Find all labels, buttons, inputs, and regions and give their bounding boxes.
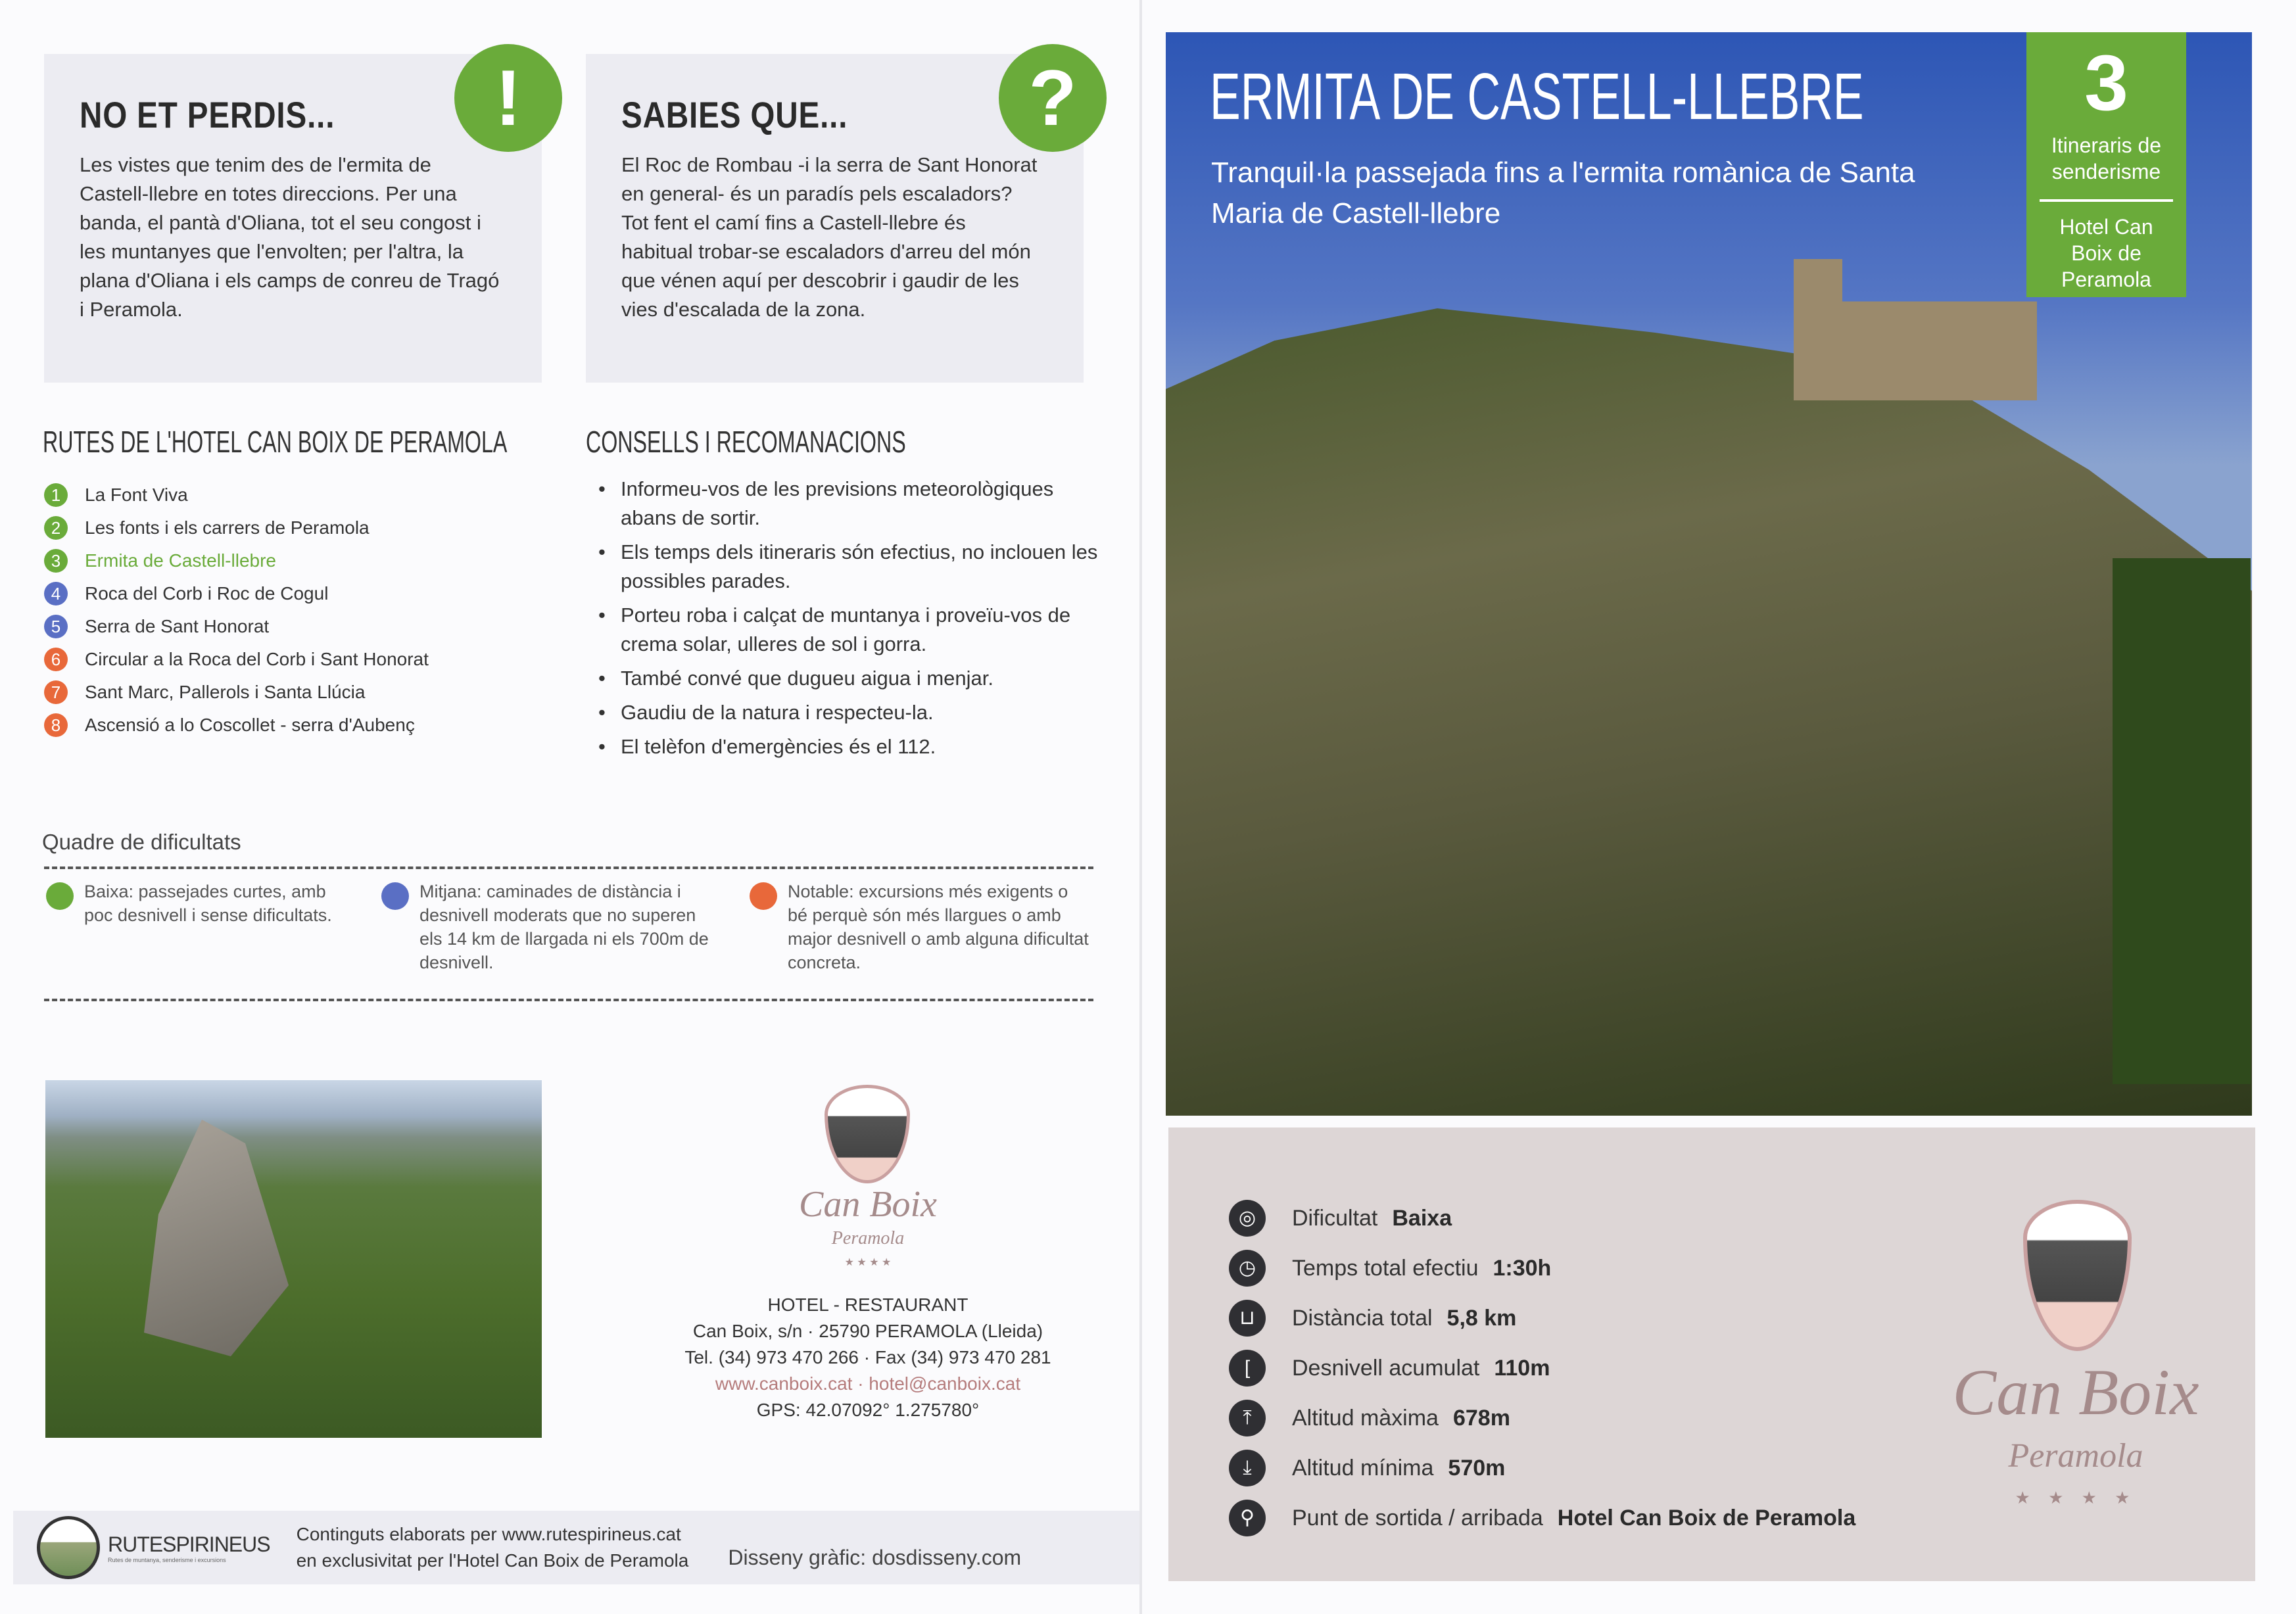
route-number: 4 [44,582,68,605]
exclamation-icon: ! [454,44,562,152]
page-fold [1139,0,1142,1614]
difficulty-dot-icon [750,882,777,910]
no-et-perdis-title: NO ET PERDIS... [80,94,335,135]
hotel-contact [605,1292,1131,1423]
difficulty-dot-icon [381,882,409,910]
info-row [1229,1193,1855,1243]
consells-title: CONSELLS I RECOMANACIONS [586,425,906,459]
route-item[interactable] [44,479,429,511]
divider [44,866,1093,869]
route-label: Ermita de Castell-llebre [85,550,276,571]
difficulty-text: Baixa: passejades curtes, amb poc desnivell i sense dificultats. [84,882,332,925]
route-item[interactable] [44,643,429,676]
info-label: Punt de sortida / arribada [1292,1505,1543,1531]
info-row [1229,1243,1855,1293]
question-icon: ? [999,44,1107,152]
route-number: 3 [44,549,68,573]
design-credit: Disseny gràfic: dosdisseny.com [728,1545,1022,1569]
hotel-logo-large-sub: Peramola [2008,1437,2143,1475]
route-item[interactable] [44,511,429,544]
consell-item: • Els temps dels itineraris són efectius, no inclouen les possibles parades. [598,538,1098,596]
hotel-logo-sub: Peramola [831,1228,905,1248]
info-value: Hotel Can Boix de Peramola [1557,1505,1856,1531]
credit-line-1: Continguts elaborats per www.rutespirineus.cat [296,1524,681,1544]
info-value: 678m [1452,1405,1510,1431]
route-label: Circular a la Roca del Corb i Sant Honorat [85,649,429,669]
itinerary-hotel: Hotel Can Boix de Peramola [2059,215,2153,291]
credits [297,1521,689,1574]
difficulty-dot-icon [46,882,74,910]
route-number: 6 [44,648,68,671]
route-item[interactable] [44,610,429,643]
elevation-icon: [ [1229,1350,1266,1387]
consells-list [598,475,1098,767]
difficulty-legend [46,880,1098,974]
rutespirineus-brand [108,1532,270,1563]
route-number: 7 [44,680,68,704]
itinerary-series: Itineraris de senderisme [2040,132,2173,202]
max-altitude-icon: ⤒ [1229,1400,1266,1436]
info-row [1229,1493,1855,1543]
info-value: 570m [1448,1455,1506,1481]
routes-list [44,479,429,742]
consell-item: • El telèfon d'emergències és el 112. [598,732,1098,761]
credit-line-2: en exclusivitat per l'Hotel Can Boix de Peramola [296,1550,689,1571]
rutespirineus-logo-icon [37,1516,100,1579]
info-label: Altitud màxima [1292,1405,1439,1431]
hotel-phone: Tel. (34) 973 470 266 · Fax (34) 973 470 281 [684,1347,1051,1367]
route-info-list [1229,1193,1855,1543]
hotel-gps: GPS: 42.07092° 1.275780° [756,1400,980,1420]
cover-subtitle: Tranquil·la passejada fins a l'ermita romànica de Santa Maria de Castell-llebre [1211,156,1915,229]
route-item[interactable] [44,709,429,742]
hotel-logo-large-name: Can Boix [1952,1356,2199,1429]
hotel-logo-icon [825,1085,910,1183]
itinerary-badge [2026,32,2186,297]
info-value: Baixa [1392,1205,1452,1231]
route-item[interactable] [44,544,429,577]
location-pin-icon: ⚲ [1229,1500,1266,1536]
route-label: La Font Viva [85,485,188,505]
footer [13,1511,1139,1584]
info-label: Dificultat [1292,1205,1378,1231]
route-label: Ascensió a lo Coscollet - serra d'Aubenç [85,715,415,735]
clock-icon: ◷ [1229,1250,1266,1287]
info-value: 110m [1494,1355,1550,1381]
hotel-large-stars: ★ ★ ★ ★ [2015,1488,2137,1507]
route-label: Sant Marc, Pallerols i Santa Llúcia [85,682,366,702]
difficulty-text: Notable: excursions més exigents o bé perquè són més llargues o amb major desnivell o amb alguna dificultat concreta. [788,882,1089,972]
route-label: Les fonts i els carrers de Peramola [85,517,370,538]
route-item[interactable] [44,676,429,709]
no-et-perdis-text: Les vistes que tenim des de l'ermita de Castell-llebre en totes direccions. Per una banda, el pantà d'Oliana, tot el seu congost i les muntanyes que l'envolten; per l'altra, la plana d'Oliana i els camps de conreu de Tragó i Peramola. [80,153,500,321]
target-icon: ◎ [1229,1200,1266,1237]
info-row [1229,1293,1855,1343]
hotel-address: Can Boix, s/n · 25790 PERAMOLA (Lleida) [692,1321,1043,1341]
divider [44,999,1093,1001]
info-label: Distància total [1292,1305,1433,1331]
sabies-que-text: El Roc de Rombau -i la serra de Sant Honorat en general- és un paradís pels escaladors? Tot fent el camí fins a Castell-llebre és habitual trobar-se escaladors d'arreu del món que vénen aquí per descobrir i gaudir de les vies d'escalada de la zona. [621,153,1038,321]
route-label: Roca del Corb i Roc de Cogul [85,583,329,604]
hotel-logo-name: Can Boix [799,1184,937,1225]
cover-title: ERMITA DE CASTELL-LLEBRE [1210,60,1864,133]
consell-item: • Gaudiu de la natura i respecteu-la. [598,698,1098,727]
route-number: 8 [44,713,68,737]
brand-name: RUTESPIRINEUS [108,1532,270,1556]
mountain-photo [45,1080,542,1438]
difficulty-item [381,880,723,974]
info-label: Temps total efectiu [1292,1255,1479,1281]
route-number: 1 [44,483,68,507]
sabies-que-title: SABIES QUE... [621,94,848,135]
difficulty-item [46,880,355,974]
difficulty-text: Mitjana: caminades de distància i desnivell moderats que no superen els 14 km de llargada ni els 700m de desnivell. [419,882,709,972]
difficulty-title: Quadre de dificultats [42,830,241,854]
hotel-type: HOTEL - RESTAURANT [767,1294,969,1315]
hotel-web-link[interactable]: www.canboix.cat · hotel@canboix.cat [715,1373,1021,1394]
hotel-stars: ★ ★ ★ ★ [844,1257,892,1268]
itinerary-number: 3 [2084,39,2128,127]
min-altitude-icon: ⤓ [1229,1450,1266,1486]
hotel-logo-large-icon [2023,1200,2132,1351]
info-panel [1168,1127,2255,1581]
info-label: Desnivell acumulat [1292,1355,1480,1381]
brand-sub: Rutes de muntanya, senderisme i excursions [108,1556,226,1563]
consell-item: • També convé que dugueu aigua i menjar. [598,664,1098,693]
route-label: Serra de Sant Honorat [85,616,270,636]
consell-item: • Porteu roba i calçat de muntanya i proveïu-vos de crema solar, ulleres de sol i gorra. [598,601,1098,659]
info-row [1229,1443,1855,1493]
consell-item: • Informeu-vos de les previsions meteorològiques abans de sortir. [598,475,1098,533]
info-value: 1:30h [1493,1255,1552,1281]
info-row [1229,1393,1855,1443]
info-row [1229,1343,1855,1393]
route-number: 2 [44,516,68,540]
route-number: 5 [44,615,68,638]
routes-title: RUTES DE L'HOTEL CAN BOIX DE PERAMOLA [43,425,508,459]
info-label: Altitud mínima [1292,1455,1434,1481]
difficulty-item [750,880,1091,974]
distance-icon: ⊔ [1229,1300,1266,1337]
route-item[interactable] [44,577,429,610]
info-value: 5,8 km [1447,1305,1517,1331]
